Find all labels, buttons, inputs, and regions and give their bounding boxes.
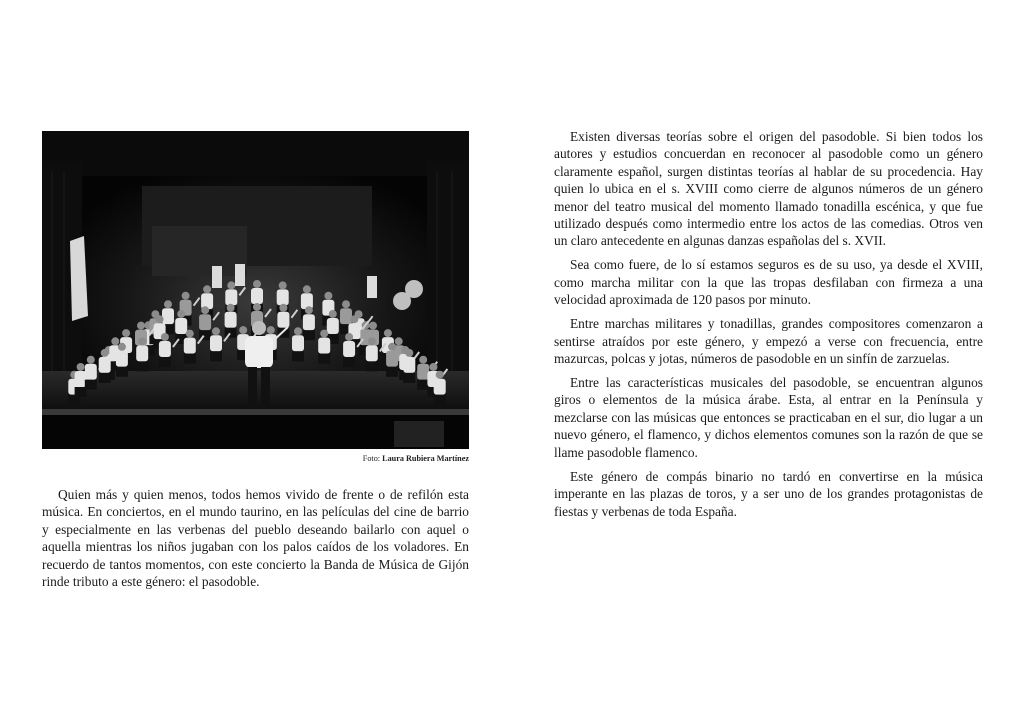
- musician-legs: [403, 373, 415, 383]
- musician-legs: [85, 380, 97, 390]
- musician-head: [429, 363, 437, 371]
- paragraph: Quien más y quien menos, todos hemos vivido de frente o de refilón esta música. En conciertos, en el mundo taurino, en las películas del cine de barrio y especialmente en las verbenas del pueblo deseando bailarlo con aquel o aquella mientras los niños jugaban con los palos caídos de los voladores. En recuerdo de tantos momentos, con este concierto la Banda de Música de Gijón rinde tributo a este género: el pasodoble.: [42, 487, 469, 590]
- musician: [318, 338, 330, 354]
- musician-head: [101, 349, 109, 357]
- musician-head: [201, 306, 209, 314]
- musician-head: [395, 337, 403, 345]
- musician-head: [138, 337, 146, 345]
- musician-legs: [136, 361, 148, 371]
- musician-legs: [75, 387, 87, 397]
- musician-head: [111, 337, 119, 345]
- musician-head: [303, 285, 311, 293]
- musician: [366, 345, 378, 361]
- musician-head: [118, 343, 126, 351]
- musician-head: [405, 349, 413, 357]
- musician-head: [87, 356, 95, 364]
- musician: [277, 289, 289, 305]
- musician: [327, 318, 339, 334]
- musician: [225, 312, 237, 328]
- musician: [136, 345, 148, 361]
- paragraph: Entre las características musicales del pasodoble, se encuentran algunos giros o elementos de la música árabe. Esta, al entrar en la Península y mezclarse con las músicas que entonces se practicaban en el sur, dio lugar a un nuevo género, el flamenco, y dichos elementos comunes son la razón de que se llame pasodoble flamenco.: [554, 375, 983, 460]
- musician-head: [345, 333, 353, 341]
- musician-head: [227, 304, 235, 312]
- musician-head: [137, 322, 145, 330]
- musician: [75, 371, 87, 387]
- musician: [116, 351, 128, 367]
- standing-musician: [367, 276, 377, 298]
- musician-legs: [184, 354, 196, 364]
- musician-legs: [225, 328, 237, 338]
- standing-musician: [235, 264, 245, 286]
- musician-legs: [99, 373, 111, 383]
- musician-head: [186, 330, 194, 338]
- musician-head: [177, 310, 185, 318]
- musician-head: [324, 292, 332, 300]
- musician-head: [156, 315, 164, 323]
- musician-head: [203, 285, 211, 293]
- musician: [292, 335, 304, 351]
- musician-head: [368, 337, 376, 345]
- musician-head: [279, 281, 287, 289]
- musician: [162, 308, 174, 324]
- musician-legs: [386, 367, 398, 377]
- right-text-column: [554, 128, 983, 527]
- paragraph: Entre marchas militares y tonadillas, grandes compositores comenzaron a sentirse atraídos por este género, y empezó a verse con frecuencia, entre mazurcas, polcas y jotas, números de pasodoble en un sinfín de zarzuelas.: [554, 316, 983, 367]
- musician: [303, 314, 315, 330]
- musician: [184, 338, 196, 354]
- musician: [175, 318, 187, 334]
- photo-credit: [42, 454, 469, 464]
- musician-legs: [210, 351, 222, 361]
- musician-head: [350, 315, 358, 323]
- band-concert-photo: [42, 131, 469, 449]
- musician-head: [182, 292, 190, 300]
- photo-credit-prefix: Foto:: [362, 454, 381, 463]
- musician-head: [384, 329, 392, 337]
- musician-legs: [343, 357, 355, 367]
- musician: [343, 341, 355, 357]
- musician: [403, 357, 415, 373]
- musician: [99, 357, 111, 373]
- musician: [277, 312, 289, 328]
- musician-head: [164, 300, 172, 308]
- musician-legs: [318, 354, 330, 364]
- musician-legs: [292, 351, 304, 361]
- musician: [434, 379, 446, 395]
- musician-head: [239, 326, 247, 334]
- musician-legs: [303, 330, 315, 340]
- musician-head: [279, 304, 287, 312]
- musician-legs: [366, 361, 378, 371]
- musician: [251, 288, 263, 304]
- photo-credit-name: Laura Rubiera Martínez: [382, 454, 469, 463]
- musician-legs: [434, 395, 446, 405]
- standing-musician: [212, 266, 222, 288]
- musician-head: [253, 280, 261, 288]
- musician-head: [161, 333, 169, 341]
- musician-head: [253, 303, 261, 311]
- musician: [225, 289, 237, 305]
- musician-legs: [159, 357, 171, 367]
- paragraph: Este género de compás binario no tardó en convertirse en la música imperante en las plazas de toros, y a ser uno de los grandes protagonistas de fiestas y verbenas de toda España.: [554, 468, 983, 519]
- musician-legs: [116, 367, 128, 377]
- musician-head: [212, 327, 220, 335]
- musician-head: [419, 356, 427, 364]
- musician-head: [305, 306, 313, 314]
- paragraph: Sea como fuere, de lo sí estamos seguros es de su uso, ya desde el XVIII, como marcha militar con la que las tropas desfilaban con firmeza a una velocidad aproximada de 120 pasos por minuto.: [554, 257, 983, 308]
- musician-head: [329, 310, 337, 318]
- musician: [199, 314, 211, 330]
- musician: [340, 308, 352, 324]
- paragraph: Existen diversas teorías sobre el origen del pasodoble. Si bien todos los autores y estudios concuerdan en reconocer al pasodoble como un género claramente español, surgen distintas teorías al hablar de su procedencia. Hay quien lo ubica en el s. XVIII como cierre de algunos números de un género menor del teatro musical del momento llamado tonadilla escénica, y que fue utilizado después como intermedio entre los actos de las comedias. Otros ven un claro antecedente en algunas danzas españolas del s. XVII.: [554, 129, 983, 249]
- tuba-bell: [405, 280, 423, 298]
- musician-head: [436, 371, 444, 379]
- musician-head: [320, 330, 328, 338]
- musician-head: [227, 281, 235, 289]
- musician-head: [342, 300, 350, 308]
- musician-head: [267, 326, 275, 334]
- musician: [386, 351, 398, 367]
- musician: [85, 364, 97, 380]
- musician-head: [369, 322, 377, 330]
- musician-head: [294, 327, 302, 335]
- left-text-column: [42, 486, 469, 597]
- musician: [210, 335, 222, 351]
- musician: [159, 341, 171, 357]
- musician-head: [77, 363, 85, 371]
- musician-head: [122, 329, 130, 337]
- musician-head: [388, 343, 396, 351]
